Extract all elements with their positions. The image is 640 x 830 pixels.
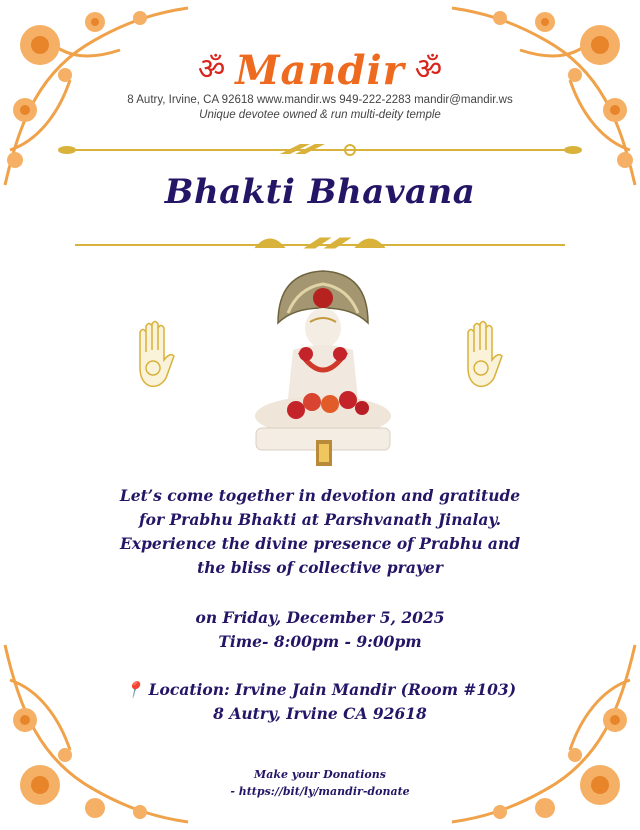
event-description bbox=[0, 484, 640, 580]
event-schedule bbox=[0, 606, 640, 654]
donation-section bbox=[0, 766, 640, 800]
event-title: Bhakti Bhavana bbox=[164, 172, 476, 212]
temple-header bbox=[0, 48, 640, 121]
ahimsa-hand-icon bbox=[458, 318, 508, 390]
description-line: Experience the divine presence of Prabhu and bbox=[119, 534, 521, 553]
donation-label: Make your Donations bbox=[254, 768, 386, 781]
event-date: on Friday, December 5, 2025 bbox=[195, 608, 445, 627]
gold-divider bbox=[55, 234, 585, 254]
gold-divider bbox=[55, 140, 585, 160]
om-icon: ॐ bbox=[197, 52, 226, 87]
temple-logo bbox=[0, 48, 640, 92]
description-line: the bliss of collective prayer bbox=[197, 558, 443, 577]
description-line: for Prabhu Bhakti at Parshvanath Jinalay. bbox=[138, 510, 502, 529]
location-address: 8 Autry, Irvine CA 92618 bbox=[213, 704, 427, 723]
ahimsa-hand-icon bbox=[130, 318, 180, 390]
donation-link[interactable]: - https://bit/ly/mandir-donate bbox=[230, 785, 410, 798]
location-text: Location: Irvine Jain Mandir (Room #103) bbox=[148, 680, 517, 699]
floral-corner-ornament bbox=[0, 640, 190, 830]
location-pin-icon: 📍 bbox=[123, 681, 144, 699]
event-time: Time- 8:00pm - 9:00pm bbox=[218, 632, 422, 651]
floral-corner-ornament bbox=[450, 640, 640, 830]
parshvanath-idol-image bbox=[238, 268, 408, 473]
tagline: Unique devotee owned & run multi-deity temple bbox=[199, 109, 441, 121]
description-line: Let’s come together in devotion and gratitude bbox=[119, 486, 521, 505]
brand-name: Mandir bbox=[235, 46, 405, 94]
contact-line: 8 Autry, Irvine, CA 92618 www.mandir.ws 949-222-2283 mandir@mandir.ws bbox=[127, 94, 513, 106]
om-icon: ॐ bbox=[414, 52, 443, 87]
event-location bbox=[0, 678, 640, 726]
